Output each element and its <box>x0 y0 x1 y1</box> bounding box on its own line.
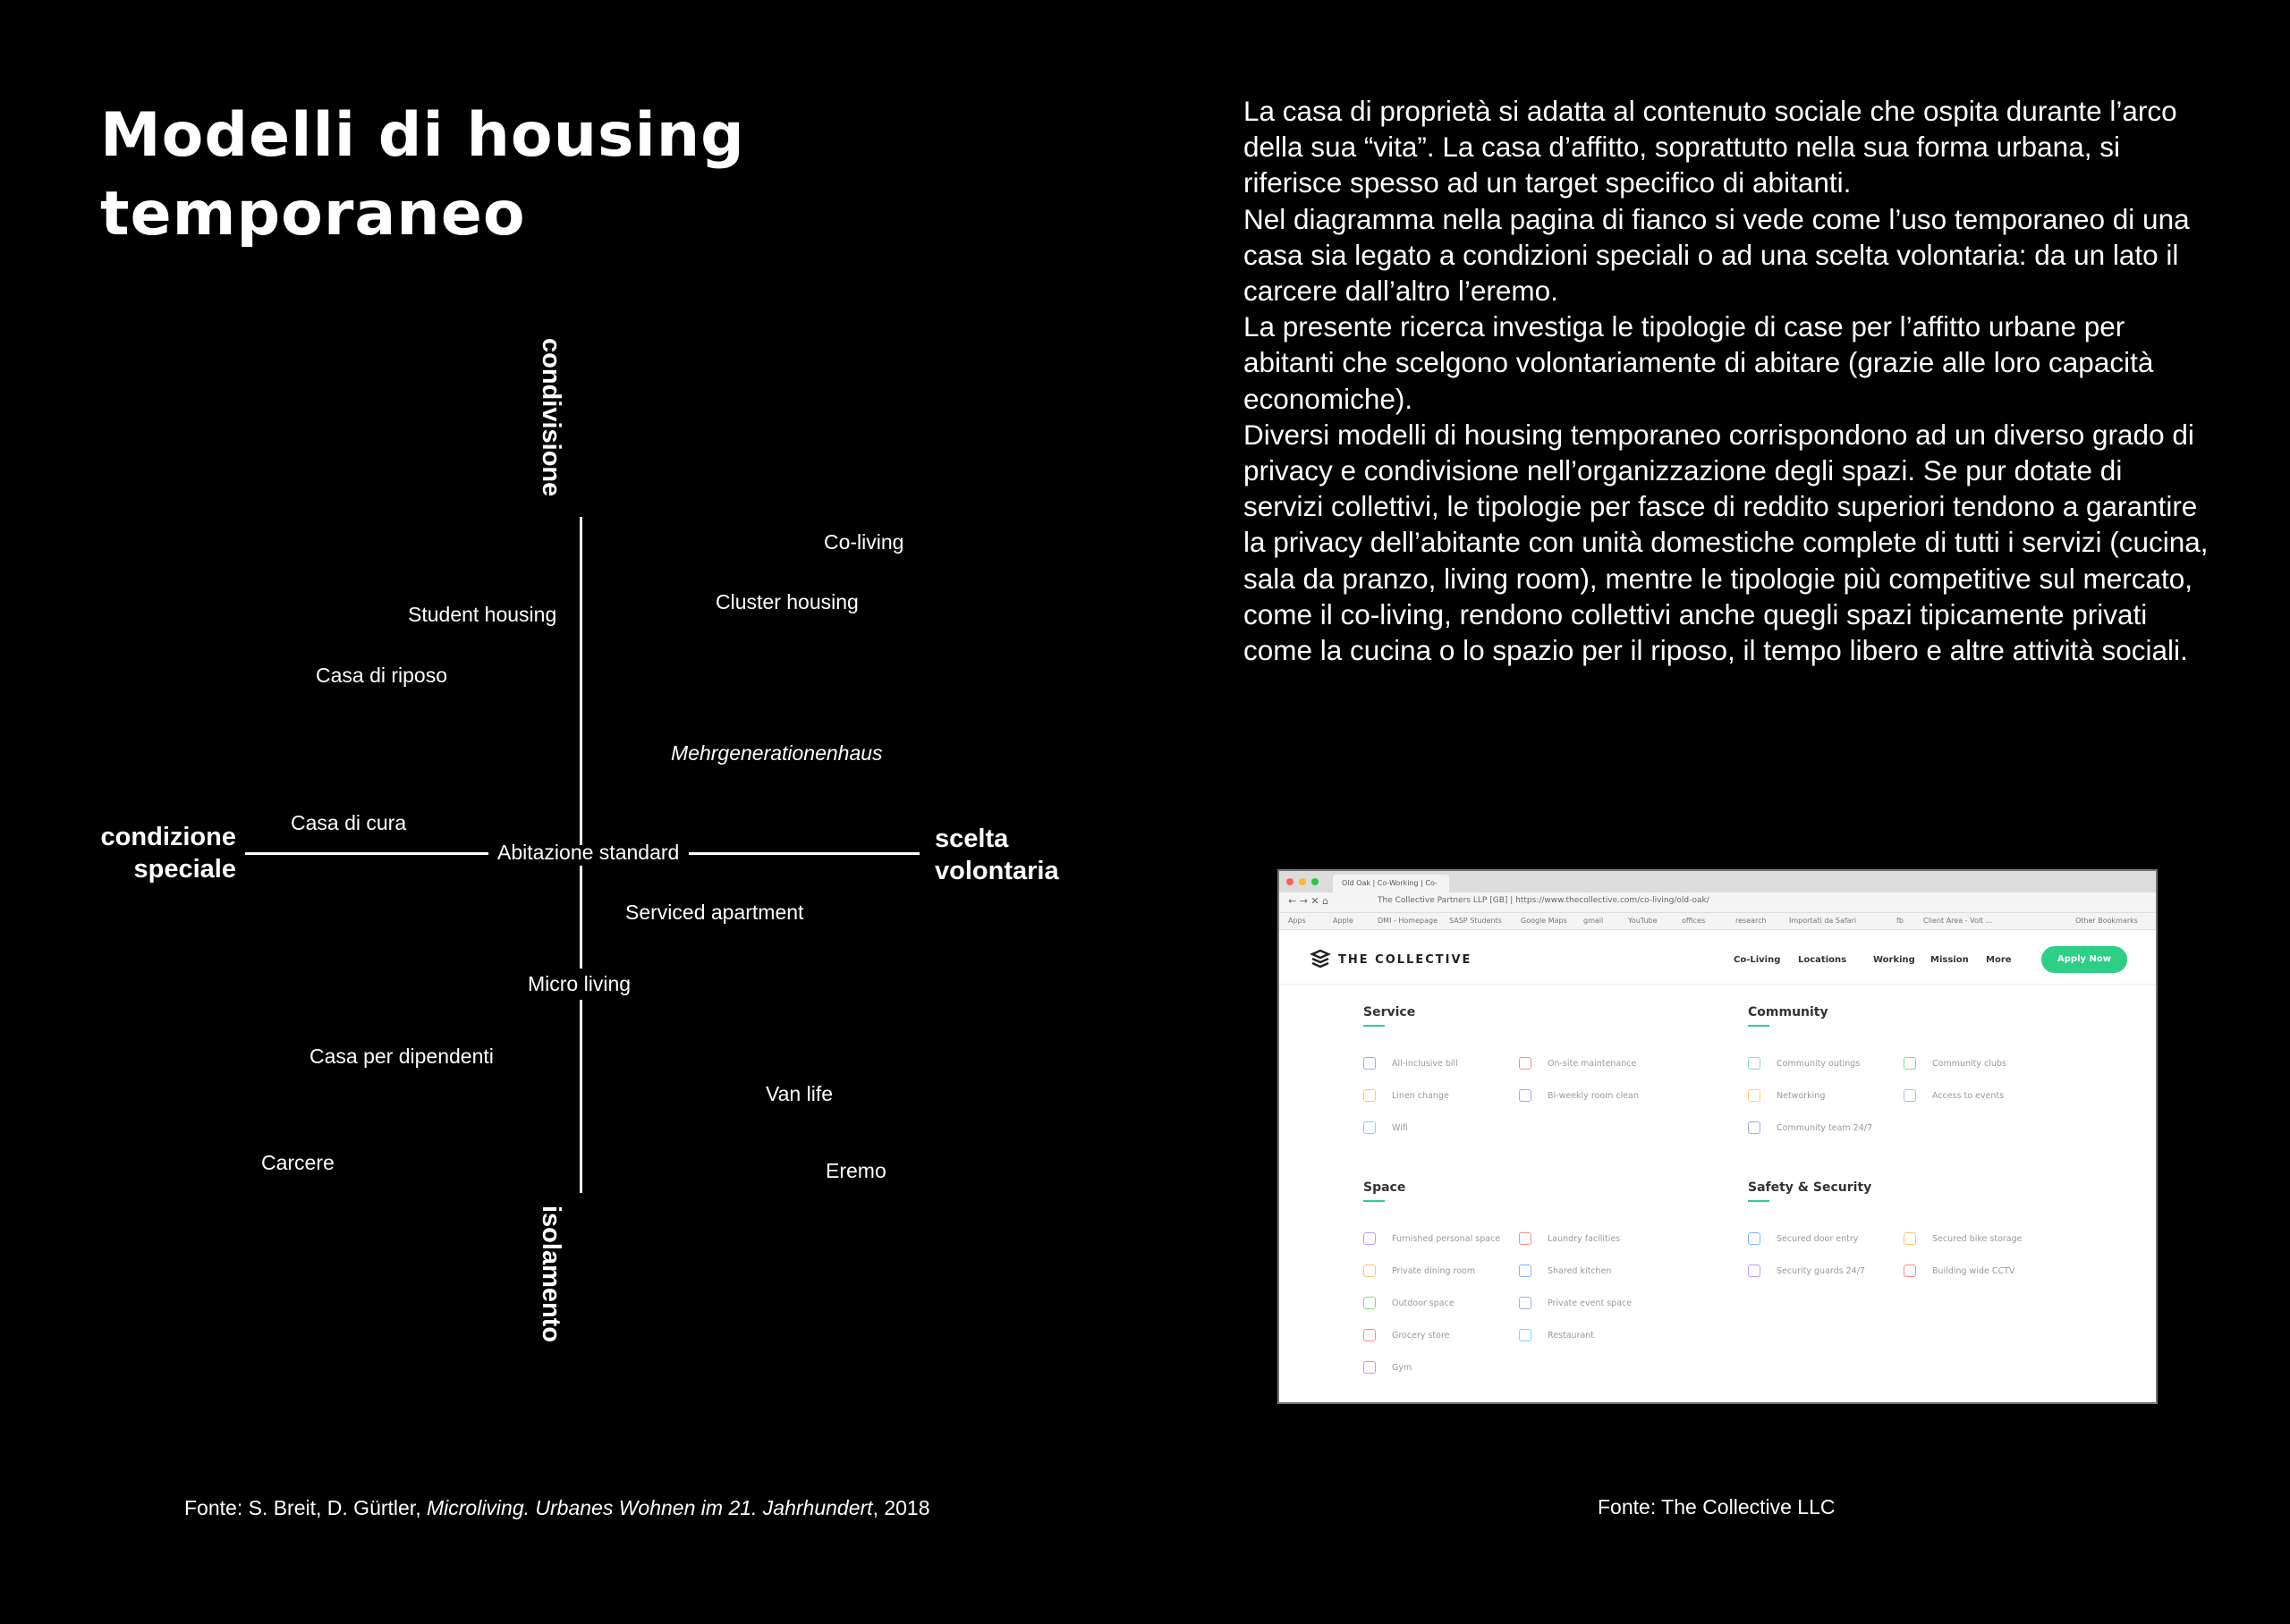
diagram-item: Serviced apartment <box>625 901 804 924</box>
feature-item: Wifi <box>1392 1123 1408 1133</box>
feature-item: Laundry facilities <box>1548 1234 1621 1244</box>
axis-label-top: condivisione <box>537 338 565 497</box>
feature-item: Community clubs <box>1932 1059 2006 1069</box>
feature-item: Restaurant <box>1548 1331 1595 1341</box>
body-text <box>1243 93 2209 668</box>
gym-icon <box>1363 1361 1376 1374</box>
url-text: The Collective Partners LLP [GB] | https://www.thecollective.com/co-living/old-oak/ <box>1378 896 1709 905</box>
feature-item: Private dining room <box>1392 1266 1476 1276</box>
axis-horizontal-left <box>245 852 488 855</box>
kitchen-icon <box>1519 1265 1531 1277</box>
nav-locations[interactable]: Locations <box>1798 955 1847 965</box>
axis-vertical-middle <box>580 866 582 968</box>
diagram-item: Cluster housing <box>716 590 859 613</box>
collective-logo-icon <box>1310 950 1331 971</box>
feature-item: Secured bike storage <box>1932 1234 2023 1244</box>
paragraph-4: Diversi modelli di housing temporaneo corrispondono ad un diverso grado di privacy e condivisione nell’organizzazione degli spazi. Se pur dotate di servizi collettivi, le tipologie per fasce di reddito superiori tendono a garantire la privacy dell’abitante con unità domestiche complete di tutti i servizi (cucina, sala da pranzo, living room), mentre le tipologie più competitive sul mercato, come il co-living, rendono collettivi anche quegli spazi tipicamente privati come la cucina o lo spazio per il riposo, il tempo libero e altre attività sociali. <box>1243 418 2209 667</box>
browser-tabbar <box>1279 871 2156 892</box>
nav-co-living[interactable]: Co-Living <box>1734 955 1781 965</box>
website-screenshot <box>1277 869 2158 1404</box>
diagram-item: Co-living <box>824 530 904 554</box>
source-right: Fonte: The Collective LLC <box>1598 1495 1836 1518</box>
bill-icon <box>1363 1057 1376 1070</box>
door-icon <box>1748 1232 1760 1245</box>
diagram-item: Casa di cura <box>291 811 407 834</box>
brand-name[interactable]: THE COLLECTIVE <box>1338 953 1472 967</box>
diagram-item: Casa di riposo <box>316 664 448 687</box>
feature-item: All-inclusive bill <box>1392 1059 1458 1069</box>
nav-working[interactable]: Working <box>1873 955 1915 965</box>
diagram-center-label: Abitazione standard <box>497 841 680 864</box>
bookmarks-bar: Apps Apple DMI - Homepage SASP Students Google Maps gmail YouTube offices research Importati da Safari fb Client Area - Volt ... Other Bookmarks <box>1279 913 2156 930</box>
feature-item: On-site maintenance <box>1548 1059 1637 1069</box>
axis-vertical-upper <box>580 517 582 845</box>
wifi-icon <box>1363 1121 1376 1134</box>
event-space-icon <box>1519 1297 1531 1309</box>
axis-label-right: scelta volontaria <box>935 825 1059 885</box>
axis-vertical-lower <box>580 1000 582 1193</box>
laundry-icon <box>1519 1232 1531 1245</box>
section-community-title: Community <box>1748 1005 1828 1019</box>
feature-item: Community outings <box>1777 1059 1861 1069</box>
paragraph-2: Nel diagramma nella pagina di fianco si vede come l’uso temporaneo di una casa sia legato a condizioni speciali o ad una scelta volontaria: da un lato il carcere dall’altro l’eremo. <box>1243 202 2190 308</box>
outings-icon <box>1748 1057 1760 1070</box>
diagram-item: Van life <box>766 1082 834 1105</box>
diagram-item: Casa per dipendenti <box>310 1045 494 1068</box>
axis-horizontal-right <box>689 852 920 855</box>
feature-item: Gym <box>1392 1363 1412 1373</box>
paragraph-1: La casa di proprietà si adatta al contenuto sociale che ospita durante l’arco della sua “vita”. La casa d’affitto, soprattutto nella sua forma urbana, si riferisce spesso ad un target specifico di abitanti. <box>1243 95 2177 199</box>
apply-now-button[interactable]: Apply Now <box>2041 946 2127 973</box>
feature-item: Furnished personal space <box>1392 1234 1501 1244</box>
dining-icon <box>1363 1265 1376 1277</box>
nav-more[interactable]: More <box>1986 955 2012 965</box>
feature-item: Networking <box>1777 1091 1826 1101</box>
site-navbar <box>1279 930 2156 985</box>
feature-item: Community team 24/7 <box>1777 1123 1873 1133</box>
feature-item: Grocery store <box>1392 1331 1450 1341</box>
section-space-title: Space <box>1363 1180 1406 1195</box>
feature-item: Shared kitchen <box>1548 1266 1612 1276</box>
feature-item: Outdoor space <box>1392 1298 1455 1308</box>
section-service-title: Service <box>1363 1005 1416 1019</box>
diagram-item: Mehrgenerationenhaus <box>671 741 883 765</box>
nav-mission[interactable]: Mission <box>1930 955 1969 965</box>
diagram-item: Eremo <box>826 1159 886 1182</box>
section-safety-title: Safety & Security <box>1748 1180 1872 1195</box>
feature-item: Security guards 24/7 <box>1777 1266 1865 1276</box>
diagram-item: Carcere <box>261 1151 335 1174</box>
feature-item: Bi-weekly room clean <box>1548 1091 1639 1101</box>
team-icon <box>1748 1121 1760 1134</box>
linen-icon <box>1363 1089 1376 1102</box>
feature-item: Linen change <box>1392 1091 1449 1101</box>
feature-item: Access to events <box>1932 1091 2005 1101</box>
browser-tab[interactable]: Old Oak | Co-Working | Co- <box>1333 875 1449 892</box>
diagram-item: Micro living <box>528 972 632 995</box>
axis-label-left: condizione speciale <box>100 823 236 884</box>
clubs-icon <box>1904 1057 1916 1070</box>
paragraph-3: La presente ricerca investiga le tipologie di case per l’affitto urbane per abitanti che scelgono volontariamente di abitare (grazie alle loro capacità economiche). <box>1243 310 2154 415</box>
events-icon <box>1904 1089 1916 1102</box>
guard-icon <box>1748 1265 1760 1277</box>
outdoor-icon <box>1363 1297 1376 1309</box>
feature-item: Building wide CCTV <box>1932 1266 2015 1276</box>
clean-icon <box>1519 1089 1531 1102</box>
feature-item: Secured door entry <box>1777 1234 1859 1244</box>
bike-icon <box>1904 1232 1916 1245</box>
axis-label-bottom: isolamento <box>537 1205 565 1343</box>
grocery-icon <box>1363 1329 1376 1341</box>
restaurant-icon <box>1519 1329 1531 1341</box>
browser-urlbar[interactable]: ← → ✕ ⌂ The Collective Partners LLP [GB] | https://www.thecollective.com/co-living/old-oak/ <box>1279 892 2156 913</box>
furnished-icon <box>1363 1232 1376 1245</box>
diagram-item: Student housing <box>408 603 557 626</box>
networking-icon <box>1748 1089 1760 1102</box>
cctv-icon <box>1904 1265 1916 1277</box>
feature-item: Private event space <box>1548 1298 1633 1308</box>
page-title: Modelli di housing temporaneo <box>100 100 745 250</box>
source-left: Fonte: S. Breit, D. Gürtler, Microliving. Urbanes Wohnen im 21. Jahrhundert, 2018 <box>184 1496 930 1519</box>
maintenance-icon <box>1519 1057 1531 1070</box>
